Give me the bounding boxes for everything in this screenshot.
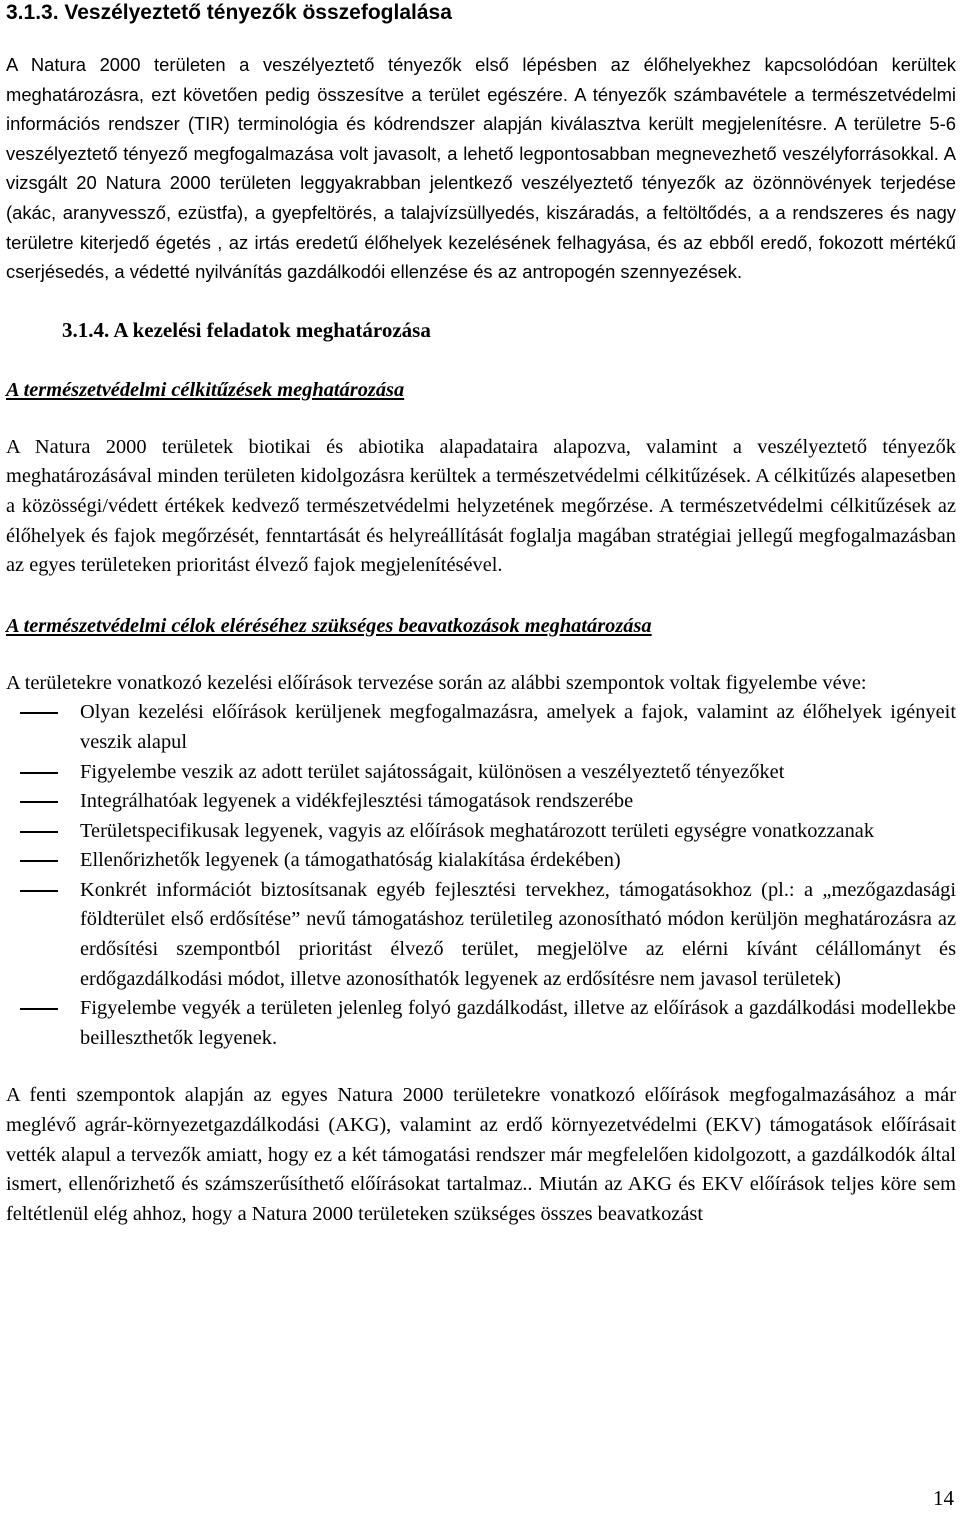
dash-icon — [20, 890, 58, 892]
list-item: Területspecifikusak legyenek, vagyis az előírások meghatározott területi egységre vonatkozzanak — [6, 817, 956, 847]
dash-icon — [20, 831, 58, 833]
dash-icon — [20, 860, 58, 862]
list-item: Olyan kezelési előírások kerüljenek megfogalmazásra, amelyek a fajok, valamint az élőhelyek igényeit veszik alapul — [6, 698, 956, 757]
dash-icon — [20, 801, 58, 803]
dash-icon — [20, 772, 58, 774]
list-item: Figyelembe vegyék a területen jelenleg folyó gazdálkodást, illetve az előírások a gazdálkodási modellekbe beilleszthetők legyenek. — [6, 994, 956, 1053]
closing-paragraph: A fenti szempontok alapján az egyes Natura 2000 területekre vonatkozó előírások megfogalmazásához a már meglévő agrár-környezetgazdálkodási (AKG), valamint az erdő környezetvédelmi (EKV) támogatások előírásait vették alapul a tervezők amiatt, hogy ez a két támogatási rendszer már megfelelően kidolgozott, a gazdálkodók által ismert, ellenőrizhető és számszerűsíthető előírásokat tartalmaz.. Miután az AKG és EKV előírások teljes köre sem feltétlenül elég ahhoz, hogy a Natura 2000 területeken szükséges összes beavatkozást — [6, 1084, 956, 1225]
list-item: Ellenőrizhetők legyenek (a támogathatóság kialakítása érdekében) — [6, 846, 956, 876]
goals-subheading: A természetvédelmi célkitűzések meghatározása — [6, 378, 405, 401]
list-item: Integrálhatóak legyenek a vidékfejlesztési támogatások rendszerébe — [6, 787, 956, 817]
goals-paragraph: A Natura 2000 területek biotikai és abiotika alapadataira alapozva, valamint a veszélyeztető tényezők meghatározásával minden területen kidolgozásra kerültek a természetvédelmi célkitűzések. A célkitűzés alapesetben a közösségi/védett értékek kedvező természetvédelmi helyzetének megőrzése. A természetvédelmi célkitűzések az élőhelyek és fajok megőrzését, fenntartását és helyreállítását foglalja magában stratégiai jellegű megfogalmazásban az egyes területeken prioritást élvező fajok megjelenítésével. — [6, 435, 956, 577]
threats-paragraph: A Natura 2000 területen a veszélyeztető tényezők első lépésben az élőhelyekhez kapcsolódóan kerültek meghatározásra, ezt követően pedig összesítve a terület egészére. A tényezők számbavétele a természetvédelmi információs rendszer (TIR) terminológia és kódrendszer alapján kiválasztva került megjelenítésre. A területre 5-6 veszélyeztető tényező megfogalmazása volt javasolt, a lehető legpontosabban megnevezhető veszélyforrásokkal. A vizsgált 20 Natura 2000 területen leggyakrabban jelentkező veszélyeztető tényezők az özönnövények terjedése (akác, aranyvessző, ezüstfa), a gyepfeltörés, a talajvízsüllyedés, kiszáradás, a feltöltődés, a a rendszeres és nagy területre kiterjedő égetés , az irtás eredetű élőhelyek kezelésének felhagyása, és az ebből eredő, fokozott mértékű cserjésedés, a védetté nyilvánítás gazdálkodói ellenzése és az antropogén szennyezések. — [6, 54, 956, 283]
dash-icon — [20, 712, 58, 714]
list-item: Konkrét információt biztosítsanak egyéb fejlesztési tervekhez, támogatásokhoz (pl.: a „mezőgazdasági földterület első erdősítése” nevű támogatáshoz területileg azonosítható módon kerüljön meghatározásra az erdősítési szempontból prioritást élvező terület, megjelölve az elérni kívánt célállományt és erdőgazdálkodási módot, illetve azonosíthatók legyenek az erdősítésre nem javasol területek) — [6, 876, 956, 994]
interventions-subheading: A természetvédelmi célok eléréséhez szükséges beavatkozások meghatározása — [6, 614, 652, 637]
document-page — [6, 0, 956, 1229]
section-heading-3-1-3: 3.1.3. Veszélyeztető tényezők összefoglalása — [6, 1, 452, 24]
criteria-list — [6, 698, 956, 1053]
dash-icon — [20, 1008, 58, 1010]
section-heading-3-1-4: 3.1.4. A kezelési feladatok meghatározása — [62, 317, 431, 342]
list-item: Figyelembe veszik az adott terület sajátosságait, különösen a veszélyeztető tényezőket — [6, 758, 956, 788]
page-number: 14 — [933, 1486, 954, 1510]
interventions-intro: A területekre vonatkozó kezelési előírások tervezése során az alábbi szempontok voltak figyelembe véve: — [6, 671, 867, 694]
